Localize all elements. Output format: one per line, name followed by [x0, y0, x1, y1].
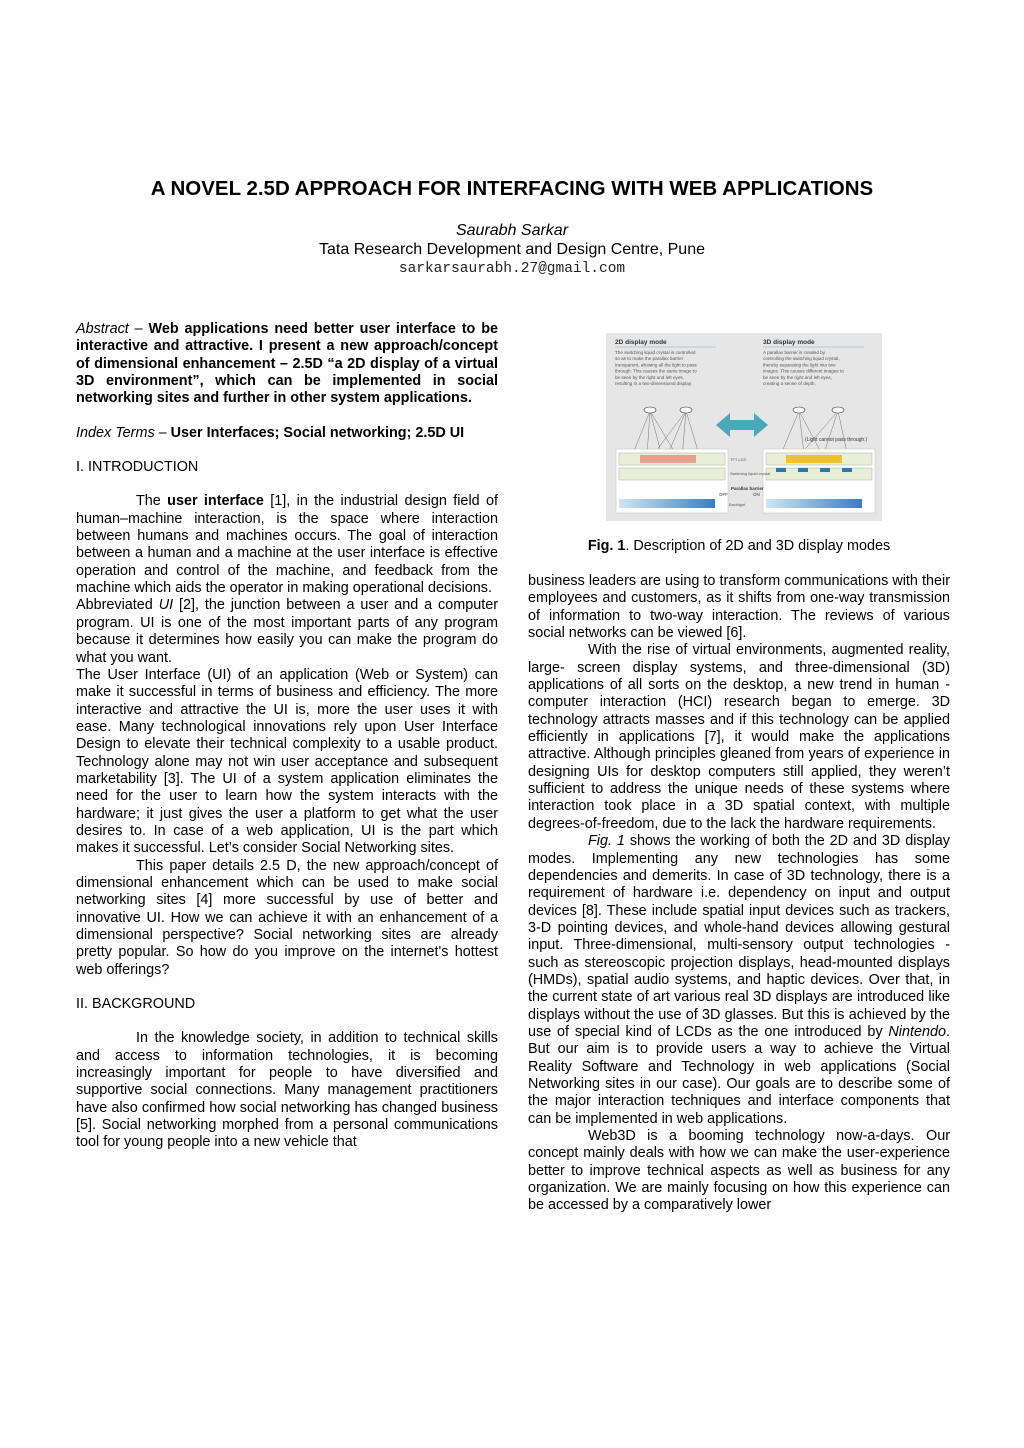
caption-label: Fig. 1: [587, 538, 626, 554]
author-email: sarkarsaurabh.27@gmail.com: [398, 261, 626, 277]
figure-description-line: creating a sense of depth.: [763, 381, 816, 386]
text-italic: Nintendo: [888, 1023, 946, 1040]
author-name: Saurabh Sarkar: [455, 222, 569, 239]
section-heading-introduction: I. INTRODUCTION: [76, 459, 199, 476]
mode3d-title: 3D display mode: [763, 339, 815, 346]
paragraph: [76, 597, 498, 666]
text: shows the working of both the 2D and 3D display modes. Implementing any new technologies has some dependencies and demerits. In case of 3D technology, there is a requirement of hardware i.e. dependency on input and output devices [8]. These include spatial input devices such as trackers, 3-D pointing devices, and whole-hand devices allowing gestural input. Three-dimensional, multi-sensory output technologies - such as stereoscopic projection displays, head-mounted displays (HMDs), spatial audio systems, and haptic devices. Over that, in the current state of art various real 3D displays are introduced like displays without the use of 3D glasses. But this is achieved by the use of special kind of LCDs as the one introduced by: [528, 833, 950, 1040]
figure-display-modes: [606, 333, 882, 521]
eye-icon: [832, 407, 844, 413]
left-column: [76, 321, 498, 1152]
abstract-label: Abstract: [76, 321, 129, 337]
figure-description-line: The switching liquid crystal is controlled: [615, 350, 696, 355]
label-light-cannot: (Light cannot pass through.): [805, 437, 868, 443]
figure-description-line: images. This causes different images to: [763, 368, 844, 374]
figure-description-line: A parallax barrier is created by: [763, 350, 826, 355]
figure-description-line: through. This causes the same image to: [615, 368, 697, 374]
figure-reference: Fig. 1: [588, 833, 625, 850]
eye-icon: [793, 407, 805, 413]
figure-description-line: thereby separating the light into two: [763, 362, 836, 368]
figure-description-line: be seen by the right and left eyes,: [763, 374, 832, 380]
label-backlight: Backlight: [729, 502, 746, 507]
label-on: ON: [753, 492, 760, 497]
index-terms-label: Index Terms: [76, 424, 155, 441]
text: [1], in the industrial design field of human–machine interaction, is the space where interaction between humans and machines occurs. The goal of interaction between a human and a machine at the user interface is effective operation and control of the machine, and feedback from the machine which aids the operator in making operational decisions.: [76, 493, 498, 597]
abstract-text: Web applications need better user interface to be interactive and attractive. I present a new approach/concept of dimensional enhancement – 2.5D “a 2D display of a virtual 3D environment”, which can be implemented in social networking sites and further in other system applications.: [76, 321, 498, 407]
paper-title: A NOVEL 2.5D APPROACH FOR INTERFACING WITH WEB APPLICATIONS: [150, 177, 874, 200]
figure-description-line: controlling the switching liquid crystal,: [763, 356, 840, 362]
text-italic: UI: [158, 597, 174, 614]
paragraph: In the knowledge society, in addition to technical skills and access to information technologies, it is becoming increasingly important for people to have diversified and supportive social connections. Many management practitioners have also confirmed how social networking has changed business [5]. Social networking morphed from a personal communications tool for young people into a new vehicle that: [76, 1030, 498, 1151]
paragraph: With the rise of virtual environments, augmented reality, large- screen display systems, and three-dimensional (3D) applications of all sorts on the desktop, a new trend in human -computer interaction (HCI) research began to emerge. 3D technology attracts masses and if this technology can be applied efficiently in applications [7], it would make the applications attractive. Although principles gleaned from years of experience in designing UIs for desktop computers still applied, they weren’t sufficient to address the unique needs of these systems where interaction took place in a 3D spatial context, with multiple degrees-of-freedom, due to the lack the hardware requirements.: [528, 642, 950, 832]
caption-text: . Description of 2D and 3D display modes: [625, 538, 891, 554]
paragraph: The User Interface (UI) of an application (Web or System) can make it successful in terms of business and efficiency. The more interactive and attractive the UI is, more the user uses it with ease. Many technological innovations rely upon User Interface Design to elevate their technical complexity to a usable product. Technology alone may not win user acceptance and subsequent marketability [3]. The UI of a system application eliminates the need for the user to learn how the system interacts with the hardware; it just gives the user a platform to get what the user desires to. In case of a web application, UI is the part which makes it successful. Let’s consider Social Networking sites.: [76, 666, 498, 857]
text: The: [136, 493, 168, 510]
index-terms-text: User Interfaces; Social networking; 2.5D UI: [170, 424, 465, 441]
abstract: [76, 321, 498, 408]
eye-icon: [680, 407, 692, 413]
paragraph: [76, 493, 498, 597]
label-parallax: Parallax barrier: [731, 486, 764, 491]
label-switching: Switching liquid crystal: [730, 471, 771, 476]
section-heading-background: II. BACKGROUND: [76, 996, 196, 1013]
figure-description-line: so as to make the parallax barrier: [615, 356, 684, 362]
figure-description-line: be seen by the right and left eyes,: [615, 374, 684, 380]
figure-caption: [528, 538, 950, 554]
figure-description-line: transparent, allowing all the light to pass: [615, 362, 697, 368]
text: [2], the junction between a user and a computer program. UI is one of the most important parts of any program because it determines how easily you can make the program do what you want.: [76, 597, 498, 666]
dash: –: [154, 424, 171, 441]
dash: –: [128, 321, 149, 337]
paragraph: This paper details 2.5 D, the new approach/concept of dimensional enhancement which can be used to make social networking sites [4] more successful by use of better and innovative UI. How we can achieve it with an enhancement of a dimensional perspective? Social networking sites are already pretty popular. So how do you improve on the internet's hottest web offerings?: [76, 857, 498, 978]
figure-description-line: resulting in a two-dimensional display.: [615, 381, 693, 386]
paragraph: [528, 833, 950, 1128]
paragraph: Web3D is a booming technology now-a-days. Our concept mainly deals with how we can make the user-experience better to improve technical aspects as well as business for any organization. We are mainly focusing on how this experience can be accessed by a comparatively lower: [528, 1128, 950, 1214]
text-bold: user interface: [167, 493, 264, 510]
index-terms: [76, 425, 498, 442]
text: . But our aim is to provide users a way to achieve the Virtual Reality Software and Technology in web applications (Social Networking sites in our case). Our goals are to describe some of the major interaction techniques and interface components that can be implemented in web applications.: [528, 1023, 950, 1127]
affiliation: Tata Research Development and Design Centre, Pune: [319, 241, 705, 258]
label-tft-lcd: TFT-LCD: [730, 457, 747, 462]
right-column: [528, 573, 950, 1215]
mode2d-title: 2D display mode: [615, 339, 667, 346]
eye-icon: [644, 407, 656, 413]
double-arrow-icon: [716, 413, 768, 437]
text: Abbreviated: [76, 597, 159, 614]
paragraph: business leaders are using to transform communications with their employees and customers, as it shifts from one-way transmission of information to two-way interaction. The reviews of various social networks can be viewed [6].: [528, 573, 950, 642]
label-off: OFF: [719, 492, 728, 497]
